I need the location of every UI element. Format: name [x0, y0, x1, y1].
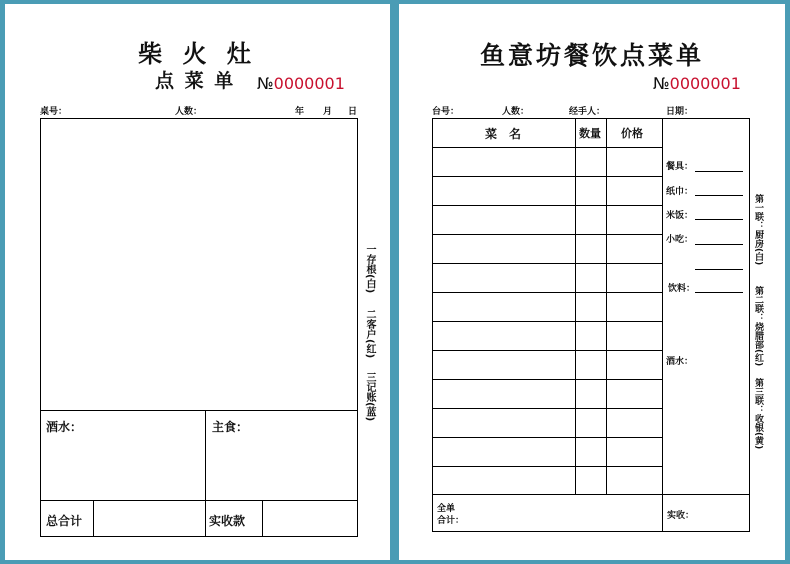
right-received-label: 实收： — [667, 511, 695, 521]
left-order-form — [5, 4, 390, 560]
right-side-snack-line — [695, 244, 743, 245]
left-form-title: 柴 火 灶 — [138, 39, 257, 68]
right-col-header-price: 价格 — [621, 127, 643, 140]
left-copy-3: 三记账(蓝) — [364, 372, 375, 422]
left-drinks-label: 酒水： — [46, 420, 83, 434]
right-item-row-line — [432, 466, 662, 467]
right-handler-label: 经手人： — [569, 107, 606, 117]
right-item-row-line — [432, 379, 662, 380]
right-item-row-line — [432, 234, 662, 235]
left-serial-number: 0000001 — [273, 74, 345, 93]
left-people-label: 人数： — [175, 107, 203, 117]
right-table-no-label: 台号： — [432, 107, 460, 117]
right-side-rice: 米饭： — [666, 211, 694, 221]
left-table-no-label: 桌号： — [40, 107, 68, 117]
left-copy-2: 二客户(红) — [364, 309, 375, 359]
right-side-napkin: 纸巾： — [666, 187, 694, 197]
left-total-col-3 — [262, 500, 263, 537]
left-form-grid — [40, 118, 358, 537]
right-serial-number: 0000001 — [669, 74, 741, 93]
right-total-label-2: 合计： — [437, 516, 465, 526]
right-total-line — [432, 494, 750, 495]
right-item-row-line — [432, 292, 662, 293]
left-copy-1: 一存根(白) — [364, 244, 375, 294]
right-copy-3: 第三联：收银(黄) — [753, 378, 763, 450]
right-total-label-1: 全单 — [437, 504, 456, 514]
right-side-tableware: 餐具： — [666, 162, 694, 172]
right-item-row-line — [432, 205, 662, 206]
right-serial — [653, 74, 741, 93]
right-item-row-line — [432, 176, 662, 177]
left-total-col-1 — [93, 500, 94, 537]
right-side-rice-line — [695, 219, 743, 220]
right-item-row-line — [432, 408, 662, 409]
right-side-beverage: 饮料： — [668, 284, 696, 294]
right-copy-1: 第一联：厨房(白) — [753, 194, 763, 266]
right-side-liquor: 酒水： — [666, 357, 694, 367]
left-serial — [257, 74, 345, 93]
left-serial-prefix: № — [257, 74, 274, 93]
right-header-row-line — [432, 147, 662, 148]
left-divider-bottom — [40, 410, 358, 411]
right-order-form — [399, 4, 785, 560]
right-date-label: 日期： — [666, 107, 694, 117]
right-side-napkin-line — [695, 195, 743, 196]
right-form-grid — [432, 118, 750, 532]
left-month-label: 月 — [323, 107, 333, 117]
left-staple-label: 主食： — [212, 420, 249, 434]
left-total-col-2 — [205, 500, 206, 537]
right-people-label: 人数： — [502, 107, 530, 117]
right-col-side — [662, 118, 663, 532]
right-item-row-line — [432, 437, 662, 438]
left-day-label: 日 — [348, 107, 358, 117]
right-col-header-qty: 数量 — [579, 127, 601, 140]
right-item-row-line — [432, 350, 662, 351]
right-side-snack: 小吃： — [666, 235, 694, 245]
right-item-row-line — [432, 263, 662, 264]
left-year-label: 年 — [295, 107, 305, 117]
right-side-extra-line — [695, 269, 743, 270]
right-side-tableware-line — [695, 171, 743, 172]
left-divider-total — [40, 500, 358, 501]
left-received-label: 实收款 — [209, 514, 246, 528]
left-form-subtitle: 点 菜 单 — [155, 70, 236, 92]
right-item-row-line — [432, 321, 662, 322]
right-serial-prefix: № — [653, 74, 670, 93]
right-copy-2: 第二联：烧腊部(红) — [753, 286, 763, 367]
right-form-title: 鱼意坊餐饮点菜单 — [479, 41, 704, 70]
right-side-beverage-line — [695, 292, 743, 293]
left-divider-drinks-staple — [205, 410, 206, 500]
right-col-header-dish: 菜 名 — [485, 127, 522, 141]
left-total-label: 总合计 — [46, 514, 83, 528]
